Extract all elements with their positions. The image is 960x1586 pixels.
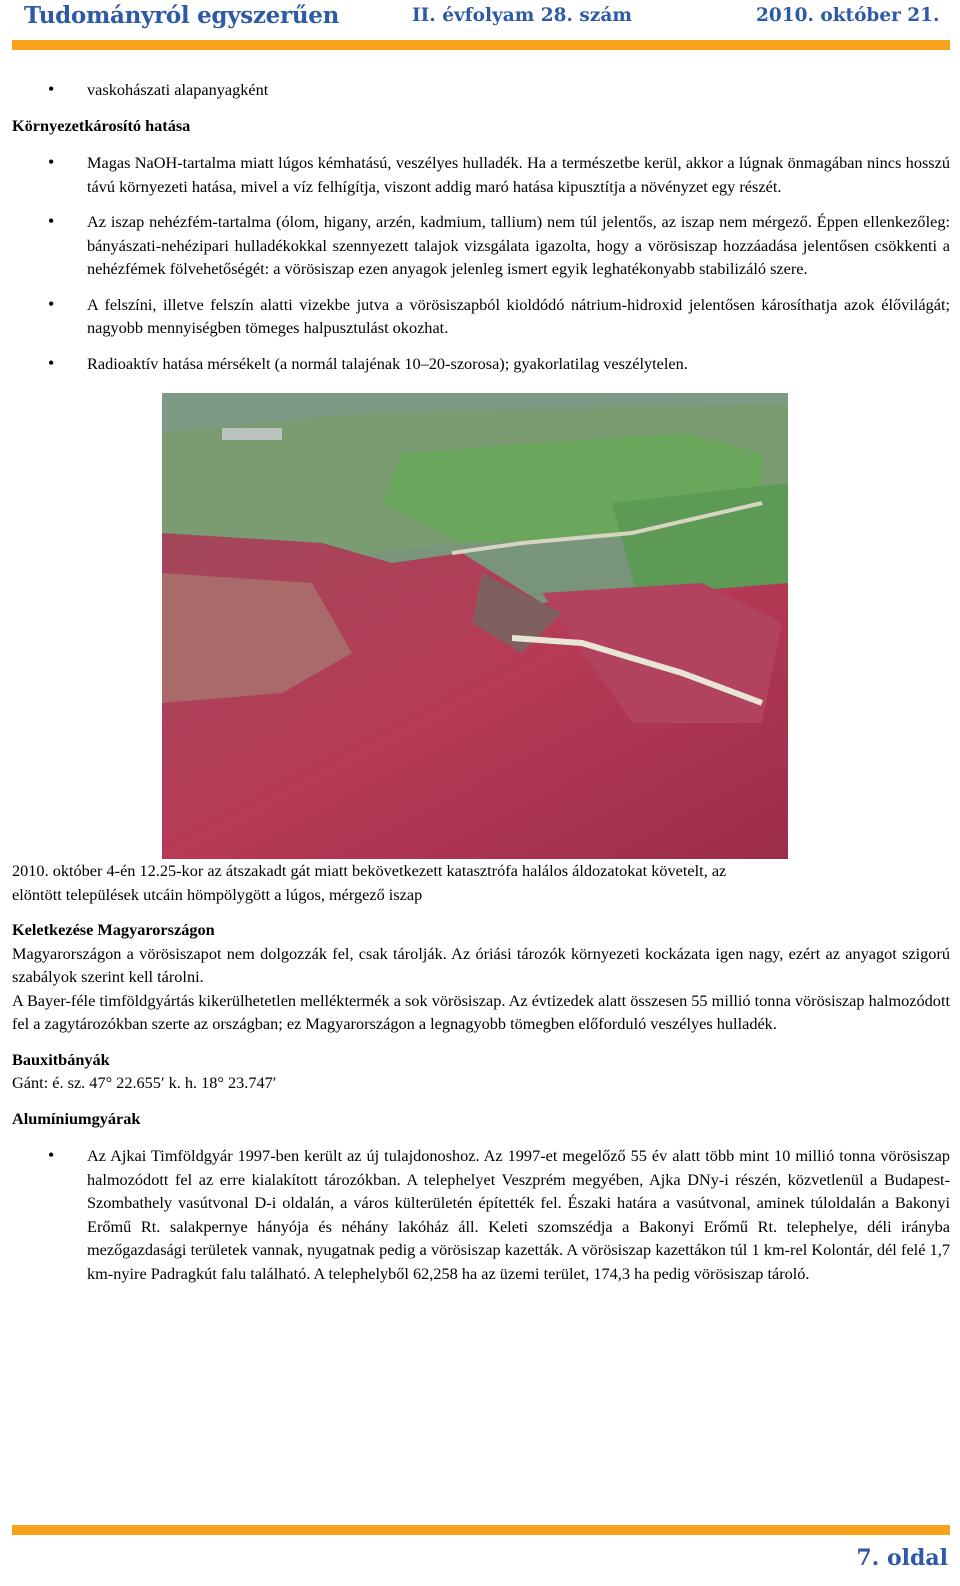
page-number: 7. oldal bbox=[856, 1545, 948, 1571]
header-accent-bar bbox=[12, 40, 950, 50]
article-body bbox=[12, 78, 950, 1285]
bullet-list-uses bbox=[12, 78, 950, 102]
list-item: • vaskohászati alapanyagként bbox=[12, 78, 950, 102]
caption-line-1: 2010. október 4-én 12.25-kor az átszakadt gát miatt bekövetkezett katasztrófa halálos áldozatokat követelt, az bbox=[12, 861, 727, 880]
footer-accent-bar bbox=[12, 1525, 950, 1535]
list-item: • Magas NaOH-tartalma miatt lúgos kémhatású, veszélyes hulladék. Ha a természetbe kerül, akkor a lúgnak önmagában nincs hosszú távú környezeti hatása, mivel a víz felhígítja, viszont addig maró hatása kipusztítja a növényzet egy részét. bbox=[12, 151, 950, 198]
section-heading-bauxite-mines: Bauxitbányák bbox=[12, 1049, 110, 1069]
section-heading-aluminium-plants: Alumíniumgyárak bbox=[12, 1108, 141, 1128]
publication-title: Tudományról egyszerűen bbox=[24, 2, 339, 29]
list-item: • Az iszap nehézfém-tartalma (ólom, higany, arzén, kadmium, tallium) nem túl jelentős, az iszap nem mérgező. Éppen ellenkezőleg: bányászati-nehézipari hulladékokkal szennyezett talajok vizsgálata igazolta, hogy a vörösiszap hozzáadása jelentősen csökkenti a nehézfémek fölvehetőségét: a vörösiszap ezen anyagok jelenleg ismert egyik leghatékonyabb stabilizáló szere. bbox=[12, 210, 950, 281]
issue-number: II. évfolyam 28. szám bbox=[412, 5, 632, 26]
bullet-list-effects bbox=[12, 151, 950, 375]
list-item: • A felszíni, illetve felszín alatti vizekbe jutva a vörösiszapból kioldódó nátrium-hidroxid jelentősen károsíthatja azok élővilágát; nagyobb mennyiségben tömeges halpusztulást okozhat. bbox=[12, 293, 950, 340]
figure-caption bbox=[12, 859, 950, 906]
section-heading-environmental-effects: Környezetkárosító hatása bbox=[12, 115, 191, 135]
section-heading-origin: Keletkezése Magyarországon bbox=[12, 920, 215, 939]
issue-date: 2010. október 21. bbox=[756, 5, 940, 26]
caption-line-2: elöntött települések utcáin hömpölygött a lúgos, mérgező iszap bbox=[12, 884, 423, 904]
list-item: • Radioaktív hatása mérsékelt (a normál talajénak 10–20-szorosa); gyakorlatilag veszélytelen. bbox=[12, 352, 950, 376]
paragraph-storage: Magyarországon a vörösiszapot nem dolgozzák fel, csak tárolják. Az óriási tározók környezeti kockázata igen nagy, ezért az anyagot szigorú szabályok szerint kell tárolni. bbox=[12, 943, 950, 986]
bullet-list-plants bbox=[12, 1144, 950, 1285]
red-sludge-aerial-photo bbox=[162, 393, 788, 859]
list-item: • Az Ajkai Timföldgyár 1997-ben került az új tulajdonoshoz. Az 1997-et megelőző 55 év alatt több mint 10 millió tonna vörösiszap halmozódott fel az erre kialakított tározókban. A telephelyet Veszprém megyében, Ajka DNy-i részén, közvetlenül a Budapest-Szombathely vasútvonal D-i oldalán, a város külterületén építették fel. Északi határa a vasútvonal, aminek túloldalán a Bakonyi Erőmű Rt. salakpernye hányója és néhány lakóház áll. Keleti szomszédja a Bakonyi Erőmű Rt. telephelye, déli irányba mezőgazdasági területek vannak, nyugatnak pedig a vörösiszap kazetták. A vörösiszap kazettákon túl 1 km-rel Kolontár, dél felé 1,7 km-nyire Padragkút falu található. A telephelyből 62,258 ha az üzemi terület, 174,3 ha pedig vörösiszap tároló. bbox=[12, 1144, 950, 1285]
paragraph-gant-coordinates: Gánt: é. sz. 47° 22.655′ k. h. 18° 23.747′ bbox=[12, 1073, 277, 1092]
paragraph-bayer: A Bayer-féle timföldgyártás kikerülhetetlen melléktermék a sok vörösiszap. Az évtizedek alatt összesen 55 millió tonna vörösiszap halmozódott fel a zagytározókban szerte az országban; ez Magyarországon a legnagyobb tömegben előforduló veszélyes hulladék. bbox=[12, 990, 950, 1033]
